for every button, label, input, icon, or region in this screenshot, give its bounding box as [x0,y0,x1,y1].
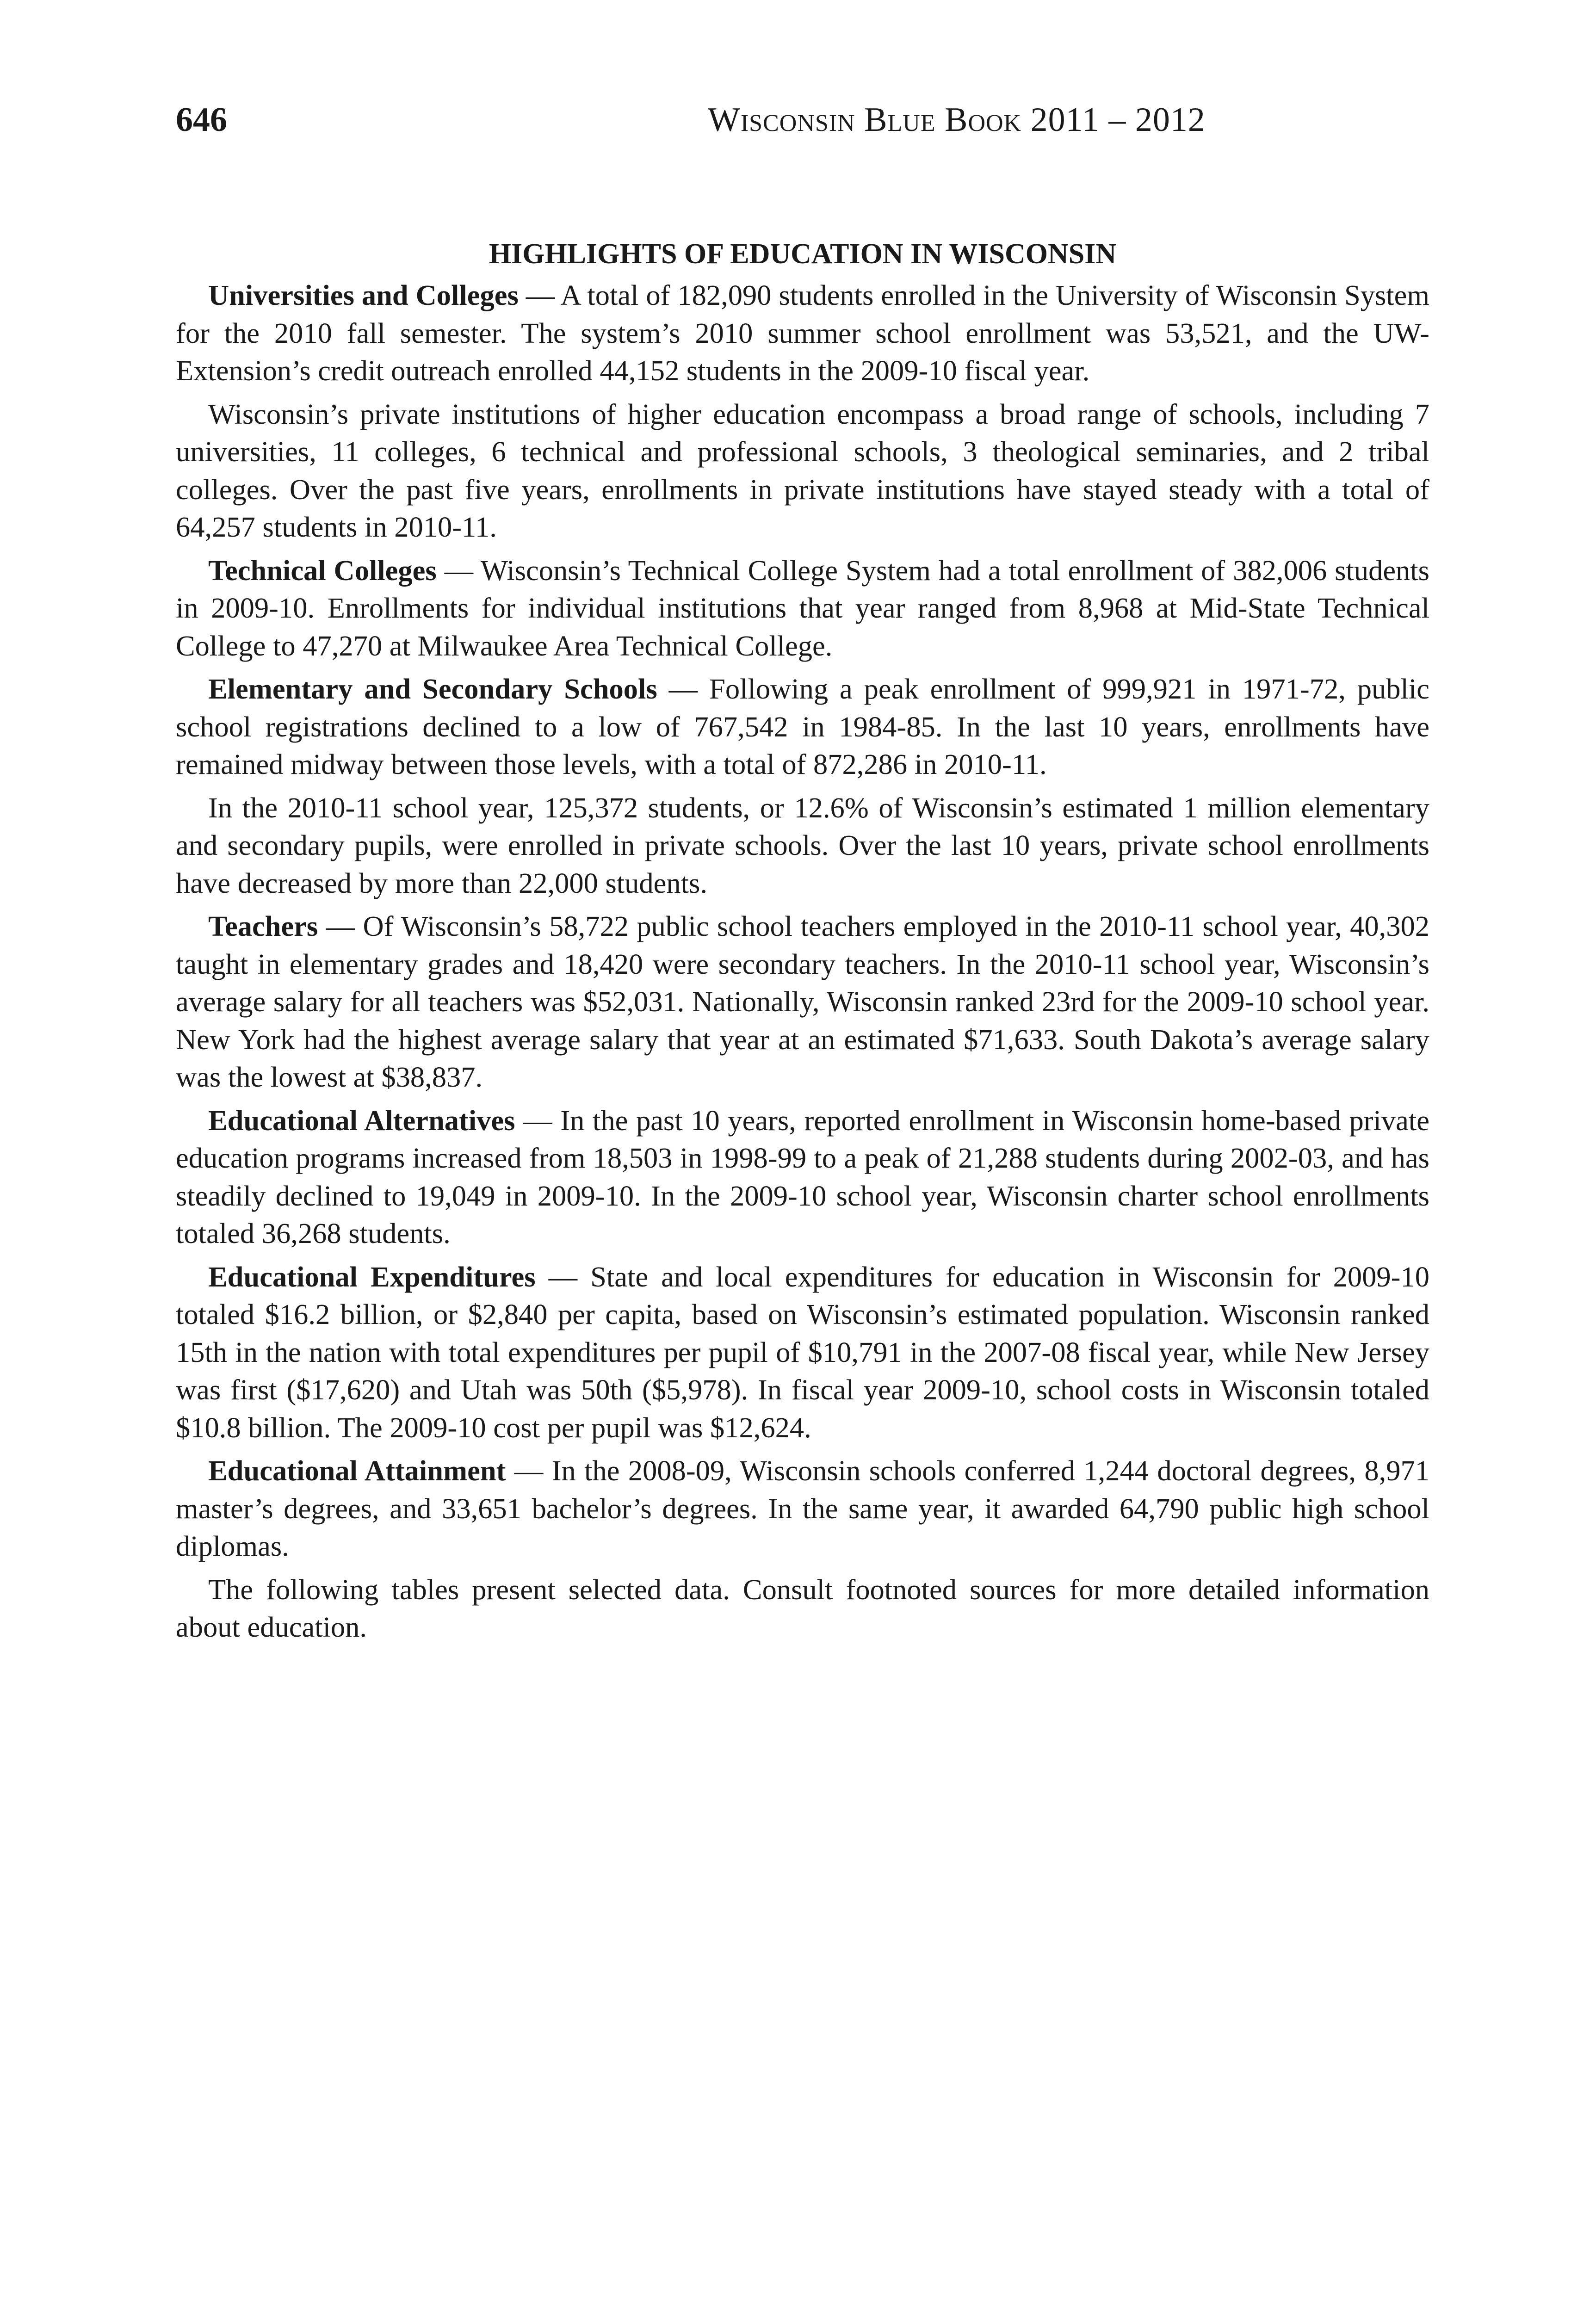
paragraph-text: In the 2010-11 school year, 125,372 students, or 12.6% of Wisconsin’s estimated 1 million elementary and secondary pupils, were enrolled in private schools. Over the last 10 years, private school enrollments have decreased by more than 22,000 students. [176,791,1429,899]
paragraph-text: — Following a peak enrollment of 999,921 in 1971-72, public school registrations declined to a low of 767,542 in 1984-85. In the last 10 years, enrollments have remained midway between those levels, with a total of 872,286 in 2010-11. [176,673,1430,780]
paragraph-text: — A total of 182,090 students enrolled in the University of Wisconsin System for the 2010 fall semester. The system’s 2010 summer school enrollment was 53,521, and the UW-Extension’s credit outreach enrolled 44,152 students in the 2009-10 fiscal year. [176,279,1429,387]
paragraph-lead: Universities and Colleges [208,279,519,311]
paragraph-text: The following tables present selected data. Consult footnoted sources for more detailed information about education. [176,1573,1429,1643]
paragraph-text: — In the past 10 years, reported enrollment in Wisconsin home-based private education programs increased from 18,503 in 1998-99 to a peak of 21,288 students during 2002-03, and has steadily declined to 19,049 in 2009-10. In the 2009-10 school year, Wisconsin charter school enrollments totaled 36,268 students. [176,1104,1429,1249]
page-number: 646 [176,101,227,139]
paragraph-text: — State and local expenditures for education in Wisconsin for 2009-10 totaled $16.2 billion, or $2,840 per capita, based on Wisconsin’s estimated population. Wisconsin ranked 15th in the nation with total expenditures per pupil of $10,791 in the 2007-08 fiscal year, while New Jersey was first ($17,620) and Utah was 50th ($5,978). In fiscal year 2009-10, school costs in Wisconsin totaled $10.8 billion. The 2009-10 cost per pupil was $12,624. [176,1260,1429,1444]
paragraph-elementary-secondary [176,670,1429,784]
page-header [176,99,1429,141]
paragraph-educational-attainment [176,1452,1429,1565]
paragraph-text: Wisconsin’s private institutions of higher education encompass a broad range of schools, including 7 universities, 11 colleges, 6 technical and professional schools, 3 theological seminaries, and 2 tribal colleges. Over the past five years, enrollments in private institutions have stayed steady with a total of 64,257 students in 2010-11. [176,397,1429,543]
paragraph-text: — In the 2008-09, Wisconsin schools conferred 1,244 doctoral degrees, 8,971 master’s degrees, and 33,651 bachelor’s degrees. In the same year, it awarded 64,790 public high school diplomas. [176,1454,1429,1562]
paragraph-teachers [176,908,1429,1096]
paragraph-lead: Elementary and Secondary Schools [208,673,657,705]
paragraph-lead: Technical Colleges [208,554,437,587]
article-body [176,236,1429,1652]
paragraph-universities [176,277,1429,390]
paragraph-lead: Teachers [208,910,318,942]
paragraph-lead: Educational Alternatives [208,1104,515,1137]
paragraph-text: — Of Wisconsin’s 58,722 public school teachers employed in the 2010-11 school year, 40,302 taught in elementary grades and 18,420 were secondary teachers. In the 2010-11 school year, Wisconsin’s average salary for all teachers was $52,031. Nationally, Wisconsin ranked 23rd for the 2009-10 school year. New York had the highest average salary that year at an estimated $71,633. South Dakota’s average salary was the lowest at $38,837. [176,910,1429,1093]
paragraph-educational-alternatives [176,1102,1429,1253]
paragraph-private-schools [176,789,1429,903]
paragraph-technical-colleges [176,552,1429,665]
section-title: HIGHLIGHTS OF EDUCATION IN WISCONSIN [489,238,1117,270]
paragraph-lead: Educational Expenditures [208,1260,536,1293]
paragraph-private-institutions [176,396,1429,546]
paragraph-educational-expenditures [176,1258,1429,1447]
paragraph-closing-note [176,1571,1429,1646]
paragraph-text: — Wisconsin’s Technical College System had a total enrollment of 382,006 students in 2009-10. Enrollments for individual institutions that year ranged from 8,968 at Mid-State Technical College to 47,270 at Milwaukee Area Technical College. [176,554,1429,662]
paragraph-lead: Educational Attainment [208,1454,506,1487]
running-head: Wisconsin Blue Book 2011 – 2012 [708,101,1206,139]
